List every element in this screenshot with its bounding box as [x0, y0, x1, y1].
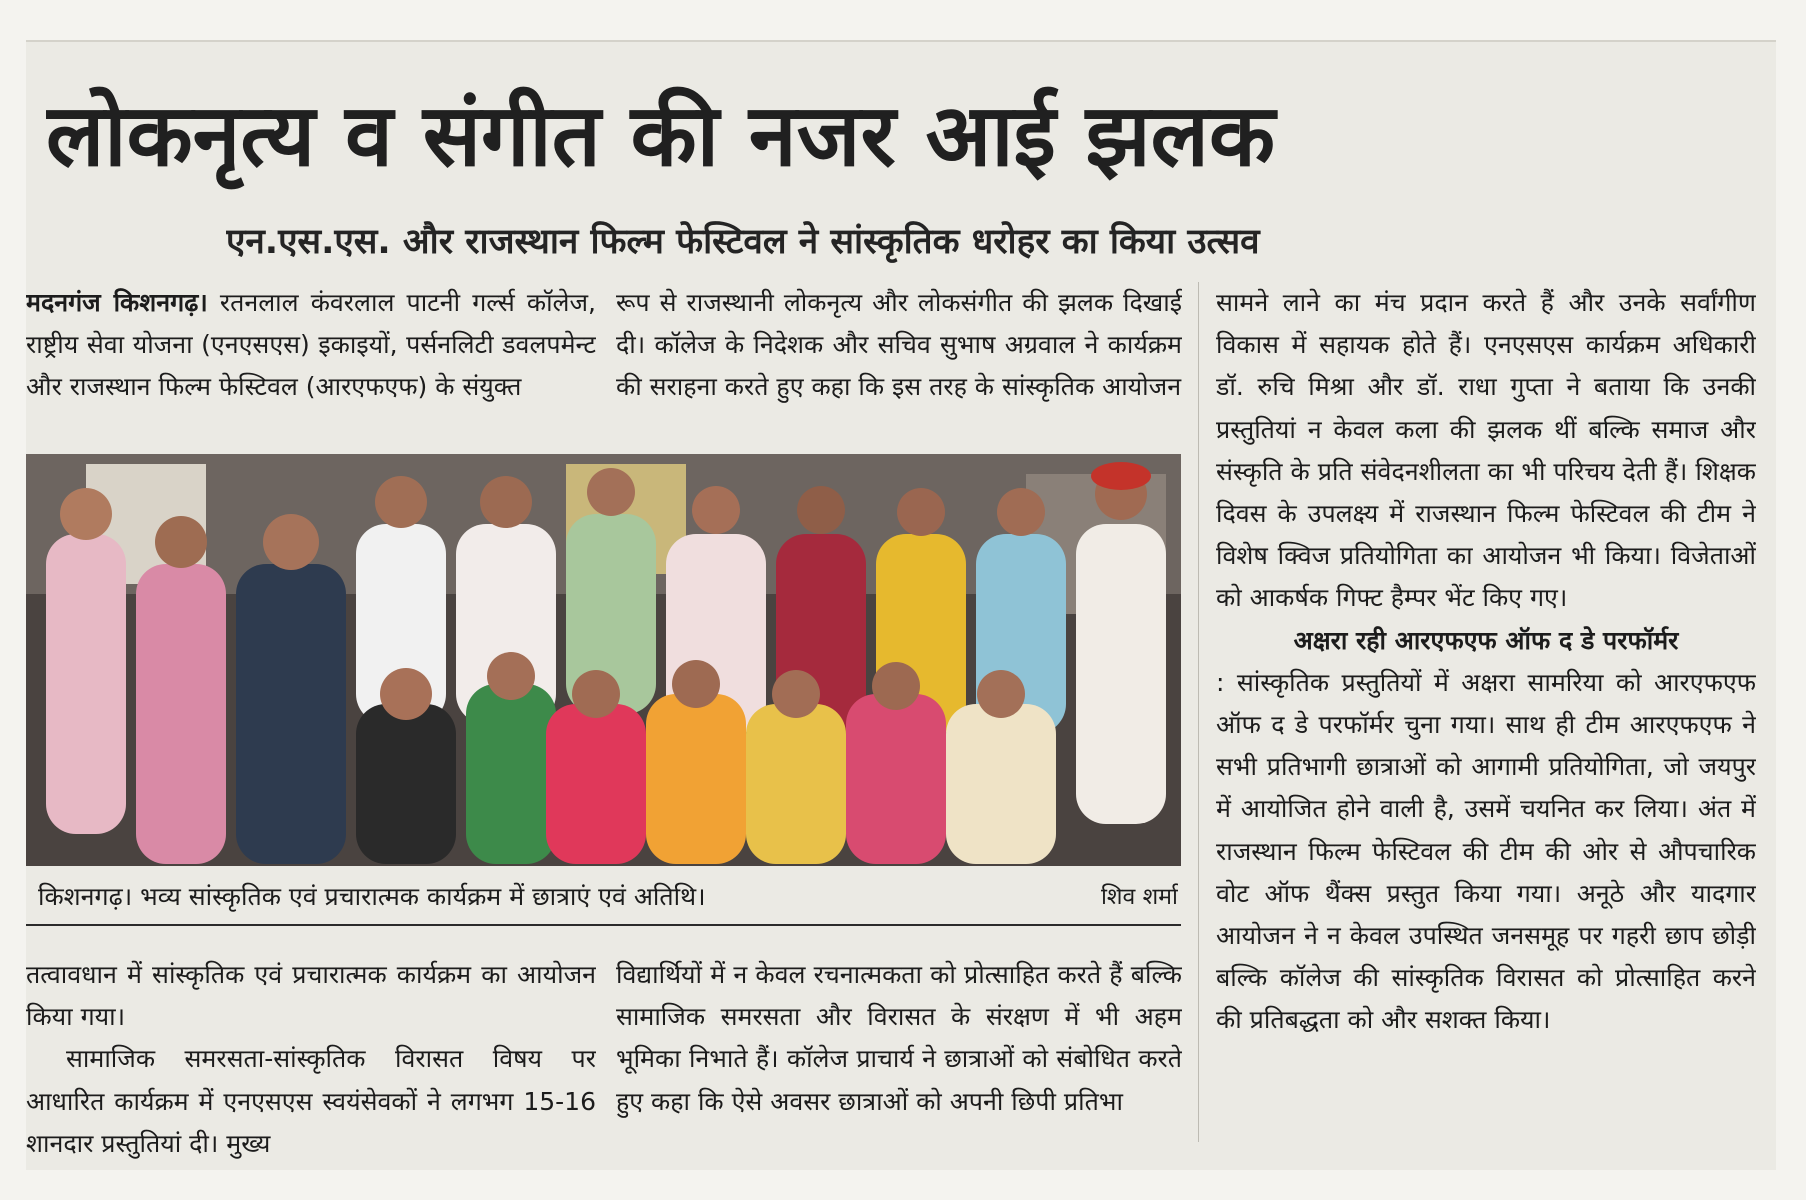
column-2-top-text: रूप से राजस्थानी लोकनृत्य और लोकसंगीत की झलक दिखाई दी। कॉलेज के निदेशक और सचिव सुभाष अग्रवाल ने कार्यक्रम की सराहना करते हुए कहा कि इस तरह के सांस्कृतिक आयोजन [616, 288, 1182, 402]
column-1-bottom-para-2: सामाजिक समरसता-सांस्कृतिक विरासत विषय पर आधारित कार्यक्रम में एनएसएस स्वयंसेवकों ने लगभग 15-16 शानदार प्रस्तुतियां दी। मुख्य [26, 1044, 596, 1158]
dateline: मदनगंज किशनगढ़। [26, 288, 208, 317]
photo-caption: किशनगढ़। भव्य सांस्कृतिक एवं प्रचारात्मक कार्यक्रम में छात्राएं एवं अतिथि। [38, 882, 706, 911]
newspaper-clipping [26, 40, 1776, 1170]
column-3-para-1: सामने लाने का मंच प्रदान करते हैं और उनके सर्वांगीण विकास में सहायक होते हैं। एनएसएस कार्यक्रम अधिकारी डॉ. रुचि मिश्रा और डॉ. राधा गुप्ता ने बताया कि उनकी प्रस्तुतियां न केवल कला की झलक थीं बल्कि समाज और संस्कृति के प्रति संवेदनशीलता का भी परिचय देती हैं। शिक्षक दिवस के उपलक्ष्य में राजस्थान फिल्म फेस्टिवल की टीम ने विशेष क्विज प्रतियोगिता का आयोजन भी किया। विजेताओं को आकर्षक गिफ्ट हैम्पर भेंट किए गए। [1216, 288, 1756, 613]
column-3-subheading: अक्षरा रही आरएफएफ ऑफ द डे परफॉर्मर [1293, 625, 1679, 655]
column-1-bottom-para-1: तत्वावधान में सांस्कृतिक एवं प्रचारात्मक कार्यक्रम का आयोजन किया गया। [26, 960, 596, 1032]
column-3 [1216, 282, 1756, 1166]
column-2-bottom [616, 954, 1182, 1166]
column-divider [1198, 282, 1199, 1142]
subheadline: एन.एस.एस. और राजस्थान फिल्म फेस्टिवल ने सांस्कृतिक धरोहर का किया उत्सव [226, 222, 1260, 262]
photo-credit: शिव शर्मा [1100, 884, 1178, 910]
caption-divider [26, 924, 1181, 926]
column-3-para-2: : सांस्कृतिक प्रस्तुतियों में अक्षरा सामरिया को आरएफएफ ऑफ द डे परफॉर्मर चुना गया। साथ ही टीम आरएफएफ ने सभी प्रतिभागी छात्राओं को आगामी प्रतियोगिता, जो जयपुर में आयोजित होने वाली है, उसमें चयनित कर लिया। अंत में राजस्थान फिल्म फेस्टिवल की टीम की ओर से औपचारिक वोट ऑफ थैंक्स प्रस्तुत किया गया। अनूठे और यादगार आयोजन ने न केवल उपस्थित जनसमूह पर गहरी छाप छोड़ी बल्कि कॉलेज की सांस्कृतिक विरासत को प्रोत्साहित करने की प्रतिबद्धता को और सशक्त किया। [1216, 667, 1756, 1035]
column-2-bottom-text: विद्यार्थियों में न केवल रचनात्मकता को प्रोत्साहित करते हैं बल्कि सामाजिक समरसता और विरासत के संरक्षण में भी अहम भूमिका निभाते हैं। कॉलेज प्राचार्य ने छात्राओं को संबोधित करते हुए कहा कि ऐसे अवसर छात्राओं को अपनी छिपी प्रतिभा [616, 960, 1182, 1116]
headline: लोकनृत्य व संगीत की नजर आई झलक [46, 86, 1276, 186]
column-2-top [616, 282, 1182, 452]
column-1-bottom [26, 954, 596, 1166]
column-1-top [26, 282, 596, 452]
group-photo-illustration [26, 454, 1181, 866]
column-1-top-text: रतनलाल कंवरलाल पाटनी गर्ल्स कॉलेज, राष्ट्रीय सेवा योजना (एनएसएस) इकाइयों, पर्सनलिटी डवलपमेन्ट और राजस्थान फिल्म फेस्टिवल (आरएफएफ) के संयुक्त [26, 288, 596, 402]
group-photo [26, 454, 1181, 866]
